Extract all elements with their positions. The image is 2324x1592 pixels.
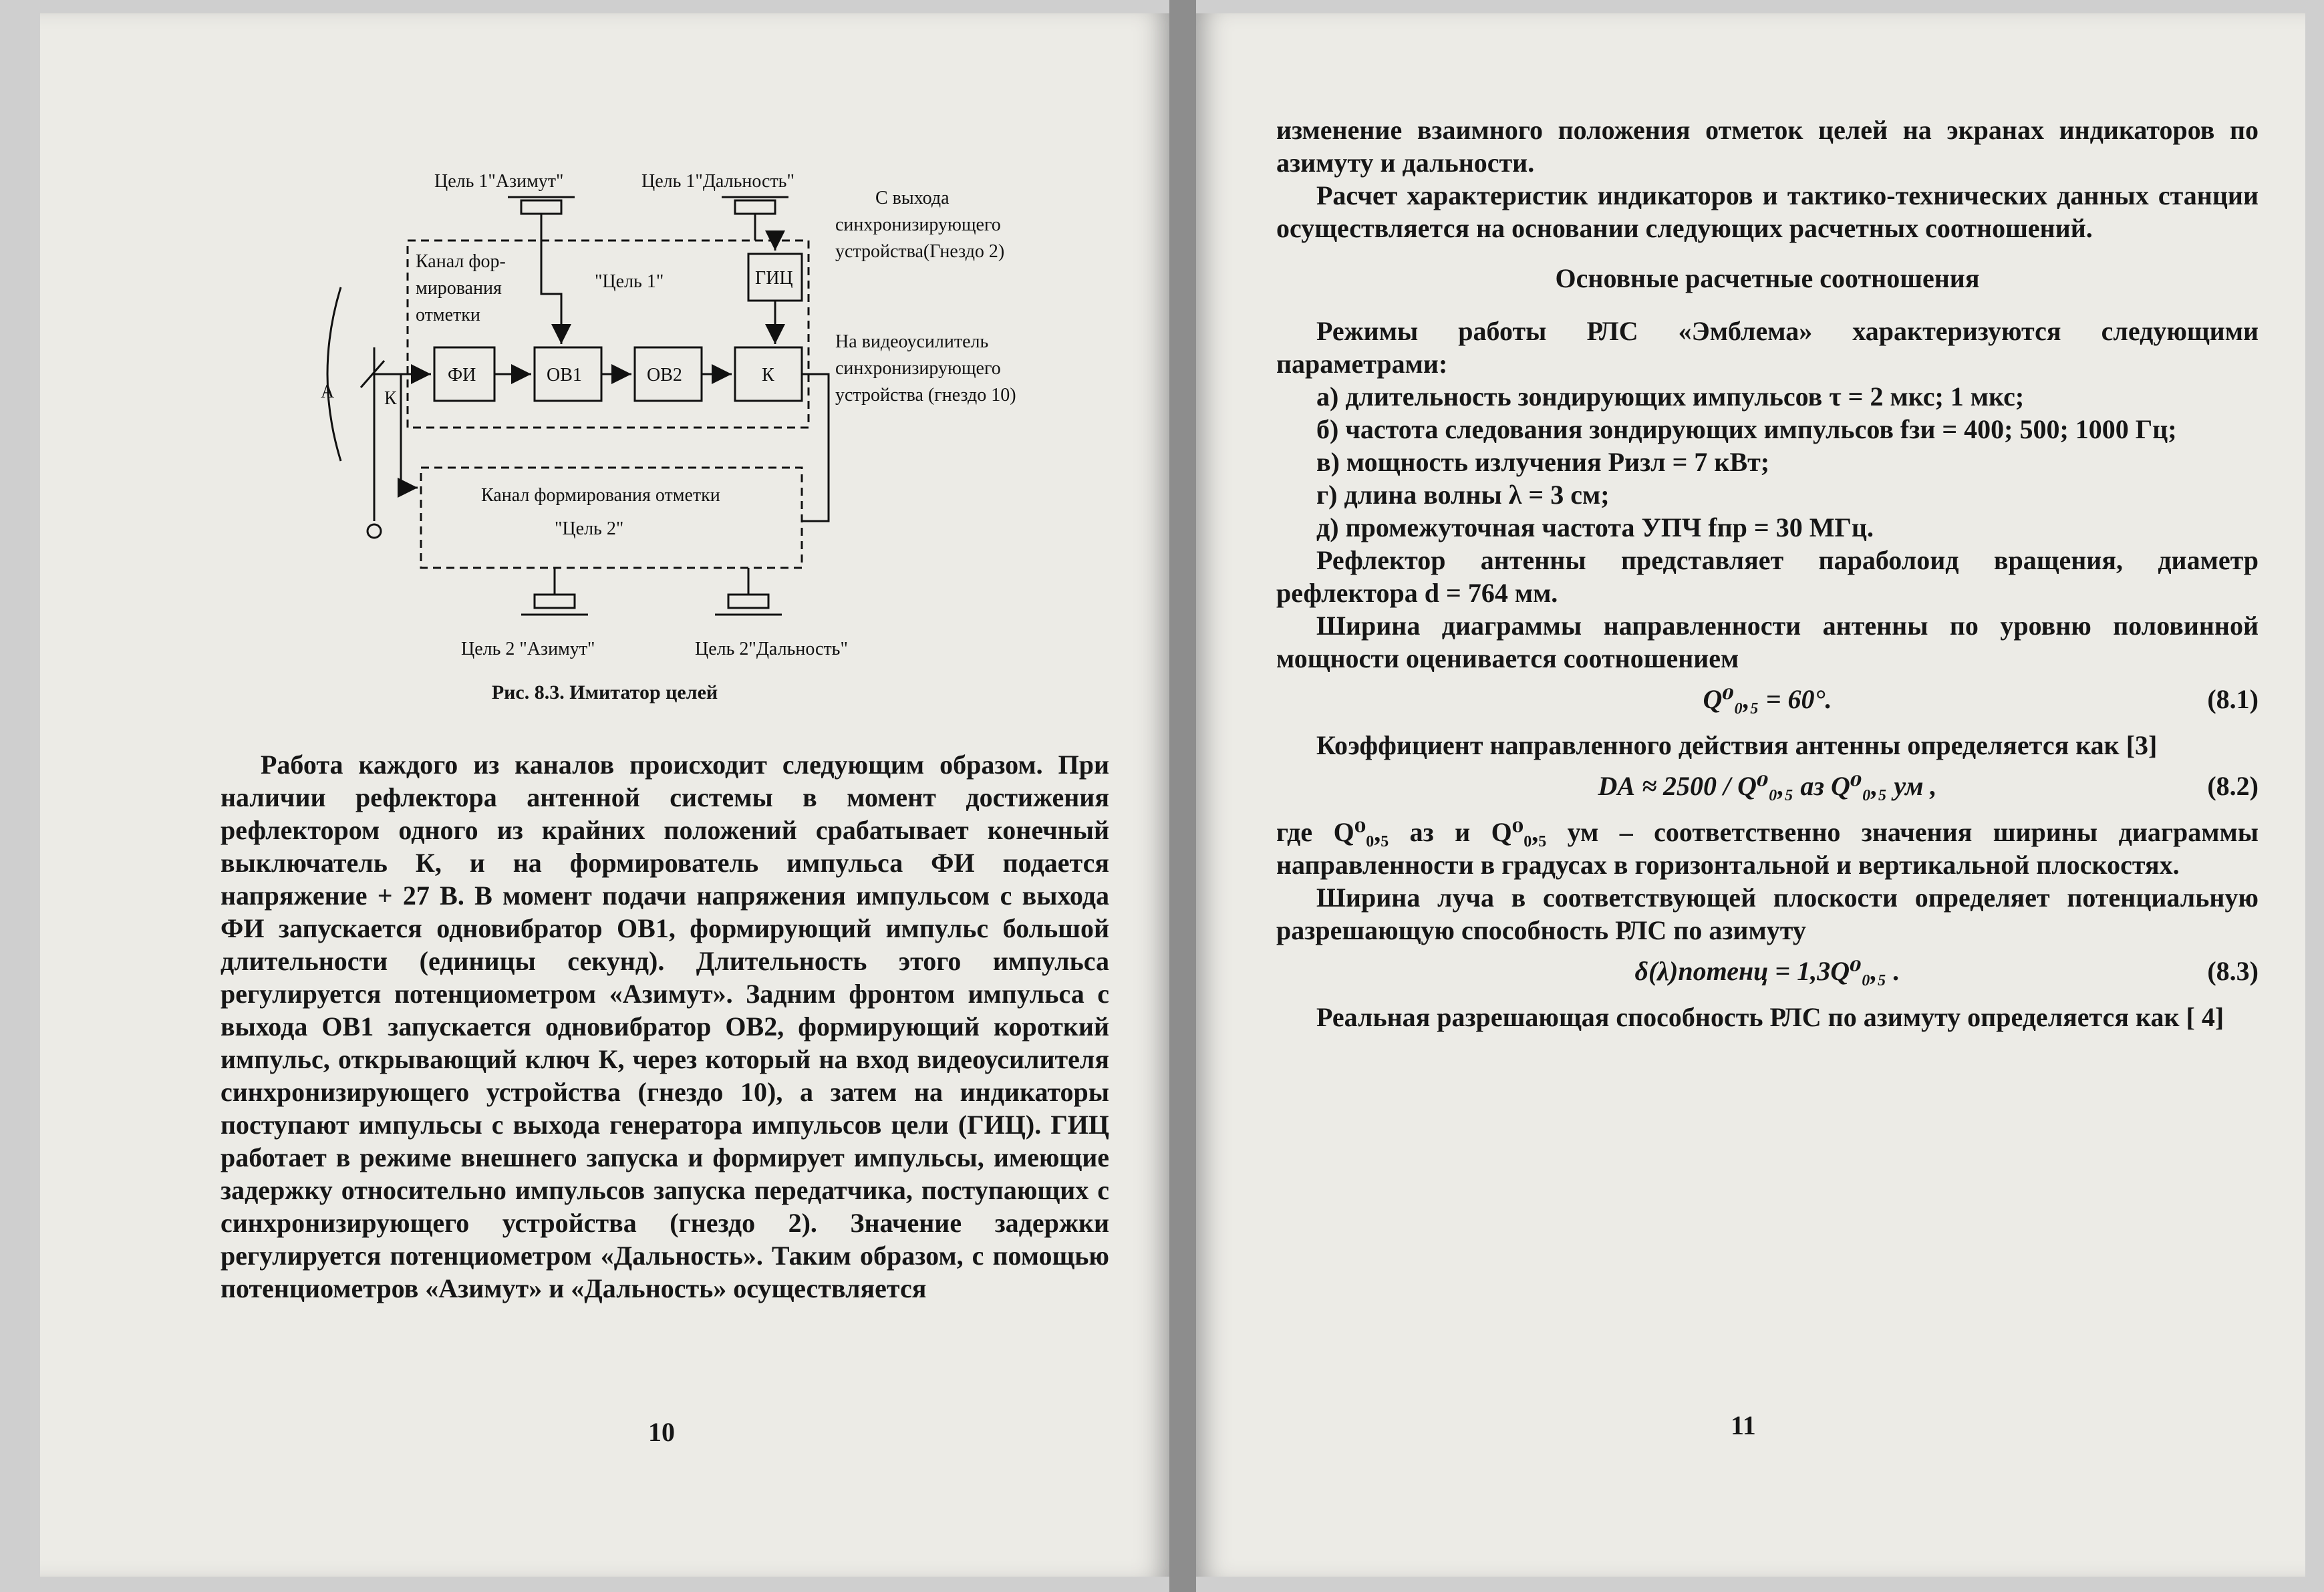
section-heading: Основные расчетные соотношения	[1555, 263, 1980, 293]
k-label: К	[762, 365, 774, 385]
formula-8-1	[1276, 683, 2259, 715]
potentiometer-range-2	[715, 568, 782, 615]
figure-caption: Рис. 8.3. Имитатор целей	[491, 681, 718, 703]
formula-8-1-number: (8.1)	[2207, 684, 2259, 714]
target-simulator-diagram	[241, 147, 1076, 668]
target1-label: "Цель 1"	[595, 271, 664, 292]
channel2-line1: Канал формирования отметки	[481, 485, 720, 506]
ov1-label: ОВ1	[547, 365, 582, 385]
k-switch-label: К	[384, 388, 397, 409]
potentiometer-azimuth-1	[508, 197, 575, 241]
target2-azimuth-label: Цель 2 "Азимут"	[461, 639, 595, 659]
target2-range-label: Цель 2"Дальность"	[695, 639, 848, 659]
page-number-left: 10	[648, 1417, 675, 1447]
potentiometer-azimuth-2	[521, 568, 588, 615]
sync-output-line2: синхронизирующего	[835, 214, 1001, 235]
right-page	[1196, 13, 2305, 1577]
paragraph-4: Рефлектор антенны представляет параболоид вращения, диаметр рефлектора d = 764 мм.	[1276, 545, 2259, 608]
list-item-b: б) частота следования зондирующих импульсов fзи = 400; 500; 1000 Гц;	[1316, 414, 2177, 444]
video-amp-line1: На видеоусилитель	[835, 331, 989, 352]
channel2-line2: "Цель 2"	[555, 518, 624, 539]
left-paragraph: Работа каждого из каналов происходит следующим образом. При наличии рефлектора антенной системы в момент достижения рефлектором одного из крайних положений срабатывает конечный выключатель К, и на формирователь импульса ФИ подается напряжение + 27 В. В момент подачи напряжения импульсом с выхода ФИ запускается одновибратор ОВ1, формирующий импульс большой длительности (единицы секунд). Длительность этого импульса регулируется потенциометром «Азимут». Задним фронтом импульса с выхода ОВ1 запускается одновибратор ОВ2, формирующий короткий импульс, открывающий ключ К, через который на вход видеоусилителя синхронизирующего устройства (гнездо 10), а затем на индикаторы поступают импульсы с выхода генератора импульсов цели (ГИЦ). ГИЦ работает в режиме внешнего запуска и формирует импульсы, имеющие задержку относительно импульсов запуска передатчика, поступающих с синхронизирующего устройства (гнездо 2). Значение задержки регулируется потенциометром «Дальность». Таким образом, с помощью потенциометров «Азимут» и «Дальность» осуществляется	[221, 750, 1109, 1303]
formula-8-3-number: (8.3)	[2207, 956, 2259, 986]
book-gutter	[1169, 0, 1196, 1592]
potentiometer-range-1	[722, 197, 788, 241]
paragraph-6: Коэффициент направленного действия антенны определяется как [3]	[1316, 730, 2158, 760]
left-body-text	[221, 748, 1109, 1305]
page-number-right: 11	[1731, 1410, 1756, 1440]
paragraph-7: где Q⁰₀,₅ аз и Q⁰₀,₅ ум – соответственно значения ширины диаграммы направленности в градусах в горизонтальной и вертикальной плоскостях.	[1276, 817, 2259, 880]
formula-8-2-expr: DА ≈ 2500 / Q⁰₀,₅ аз Q⁰₀,₅ ум ,	[1598, 771, 1937, 801]
paragraph-5: Ширина диаграммы направленности антенны по уровню половинной мощности оценивается соотношением	[1276, 611, 2259, 673]
formula-8-3-expr: δ(λ)потенц = 1,3Q⁰₀,₅ .	[1634, 956, 1900, 986]
ov2-label: ОВ2	[647, 365, 682, 385]
formula-8-1-expr: Q⁰₀,₅ = 60°.	[1703, 684, 1832, 714]
right-body-text	[1276, 114, 2259, 1033]
a-label: А	[321, 381, 335, 402]
video-amp-line3: устройства (гнездо 10)	[835, 385, 1016, 406]
formula-8-2	[1276, 770, 2259, 802]
paragraph-3: Режимы работы РЛС «Эмблема» характеризуются следующими параметрами:	[1276, 316, 2259, 379]
sync-output-line3: устройства(Гнездо 2)	[835, 241, 1005, 262]
paragraph-2: Расчет характеристик индикаторов и тактико-технических данных станции осуществляется на основании следующих расчетных соотношений.	[1276, 180, 2259, 243]
paragraph-8: Ширина луча в соответствующей плоскости определяет потенциальную разрешающую способность РЛС по азимуту	[1276, 883, 2259, 945]
channel1-line1: Канал фор-	[416, 251, 506, 272]
channel1-line2: мирования	[416, 278, 502, 299]
fi-label: ФИ	[448, 365, 476, 385]
channel1-line3: отметки	[416, 305, 480, 325]
paragraph-9: Реальная разрешающая способность РЛС по азимуту определяется как [ 4]	[1316, 1002, 2224, 1032]
channel2-box	[421, 468, 802, 568]
target1-azimuth-label: Цель 1"Азимут"	[434, 171, 564, 192]
list-item-e: д) промежуточная частота УПЧ fпр = 30 МГц.	[1316, 512, 1874, 542]
paragraph-1: изменение взаимного положения отметок целей на экранах индикаторов по азимуту и дальности.	[1276, 115, 2259, 178]
giz-label: ГИЦ	[755, 268, 793, 289]
list-item-d: г) длина волны λ = 3 см;	[1316, 480, 1610, 510]
list-item-a: а) длительность зондирующих импульсов τ = 2 мкс; 1 мкс;	[1316, 381, 2025, 412]
formula-8-2-number: (8.2)	[2207, 771, 2259, 801]
target1-range-label: Цель 1"Дальность"	[641, 171, 794, 192]
left-page	[40, 13, 1169, 1577]
formula-8-3	[1276, 955, 2259, 987]
sync-output-line1: С выхода	[875, 188, 950, 208]
list-item-c: в) мощность излучения Pизл = 7 кВт;	[1316, 447, 1770, 477]
video-amp-line2: синхронизирующего	[835, 358, 1001, 379]
